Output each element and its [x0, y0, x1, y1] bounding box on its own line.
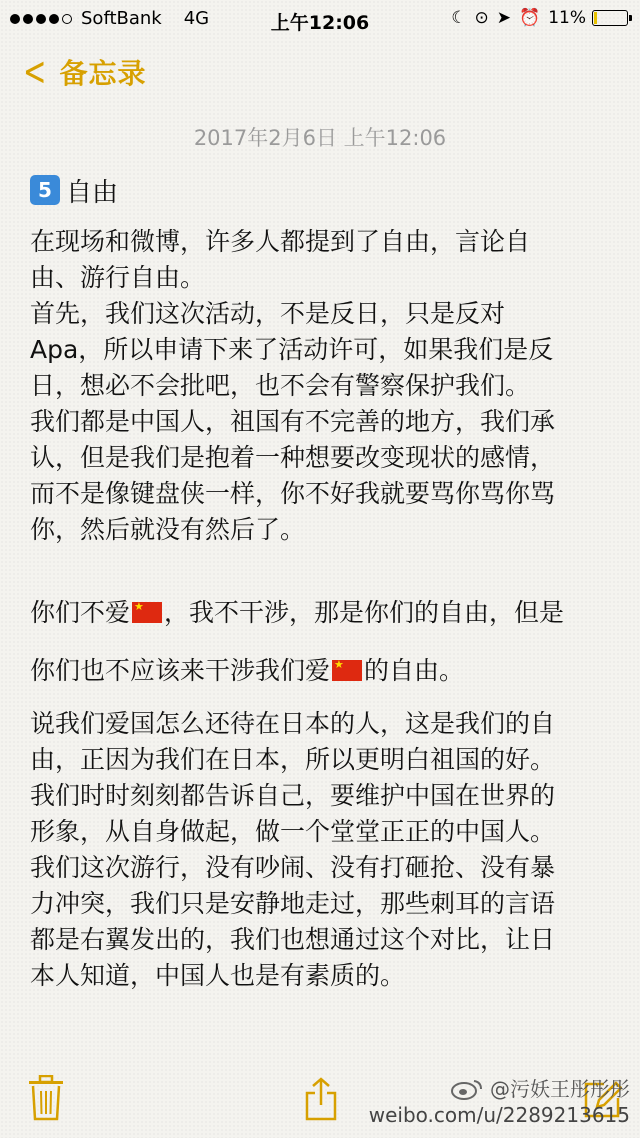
alarm-icon: ⏰	[519, 8, 541, 28]
flag-line-2	[30, 642, 620, 700]
status-time: 上午12:06	[270, 12, 370, 34]
flag-line-2-end: 的自由。	[364, 656, 465, 685]
china-flag-icon	[132, 602, 162, 623]
battery-icon	[592, 10, 628, 26]
note-body[interactable]	[30, 168, 620, 994]
battery-percent: 11%	[548, 8, 586, 28]
location-arrow-icon: ➤	[496, 8, 512, 28]
watermark-url: weibo.com/u/2289213615	[368, 1103, 630, 1127]
flag-line-1	[30, 584, 620, 642]
blank-line	[30, 548, 620, 584]
status-bar	[0, 0, 640, 40]
note-heading	[30, 168, 620, 212]
watermark-handle-row	[369, 1076, 630, 1102]
watermark-handle: @污妖王彤彤彤	[490, 1077, 630, 1101]
chevron-left-icon: <	[23, 49, 47, 95]
paragraph-1: 在现场和微博，许多人都提到了自由，言论自 由、游行自由。 首先，我们这次活动，不是反日，只是反对 Apa，所以申请下来了活动许可，如果我们是反 日，想必不会批吧，也不会有警察保护我们。 我们都是中国人，祖国有不完善的地方，我们承 认，但是我们是抱着一种想要改变现状的感情， 而不是像键盘侠一样，你不好我就要骂你骂你骂 你，然后就没有然后了。	[30, 227, 556, 544]
share-button[interactable]	[304, 1077, 338, 1121]
rotation-lock-icon: ⊙	[474, 8, 489, 28]
battery-tip	[629, 15, 632, 21]
weibo-logo-icon	[450, 1078, 484, 1100]
back-button[interactable]	[18, 49, 147, 95]
trash-icon	[26, 1075, 66, 1121]
network-type: 4G	[183, 8, 210, 29]
flag-line-1-end: ，我不干涉，那是你们的自由，但是	[164, 598, 565, 627]
moon-icon: ☾	[451, 8, 467, 28]
number-badge-icon: 5	[30, 175, 60, 205]
status-right	[451, 8, 628, 28]
back-label: 备忘录	[59, 57, 147, 90]
note-date: 2017年2月6日 上午12:06	[193, 126, 447, 150]
flag-line-2-start: 你们也不应该来干涉我们爱	[30, 656, 331, 685]
weibo-watermark	[369, 1076, 630, 1128]
flag-line-1-start: 你们不爱	[30, 598, 131, 627]
battery-fill	[594, 12, 597, 24]
paragraph-2: 说我们爱国怎么还待在日本的人，这是我们的自 由，正因为我们在日本，所以更明白祖国的好。 我们时时刻刻都告诉自己，要维护中国在世界的 形象，从自身做起，做一个堂堂正正的中国人。 我们这次游行，没有吵闹、没有打砸抢、没有暴 力冲突，我们只是安静地走过，那些刺耳的言语 都是右翼发出的，我们也想通过这个对比，让日 本人知道，中国人也是有素质的。	[30, 709, 556, 990]
share-icon	[304, 1077, 338, 1121]
carrier-name: SoftBank	[81, 8, 162, 29]
heading-text: 自由	[66, 177, 119, 208]
trash-button[interactable]	[26, 1075, 66, 1121]
china-flag-icon	[332, 660, 362, 681]
